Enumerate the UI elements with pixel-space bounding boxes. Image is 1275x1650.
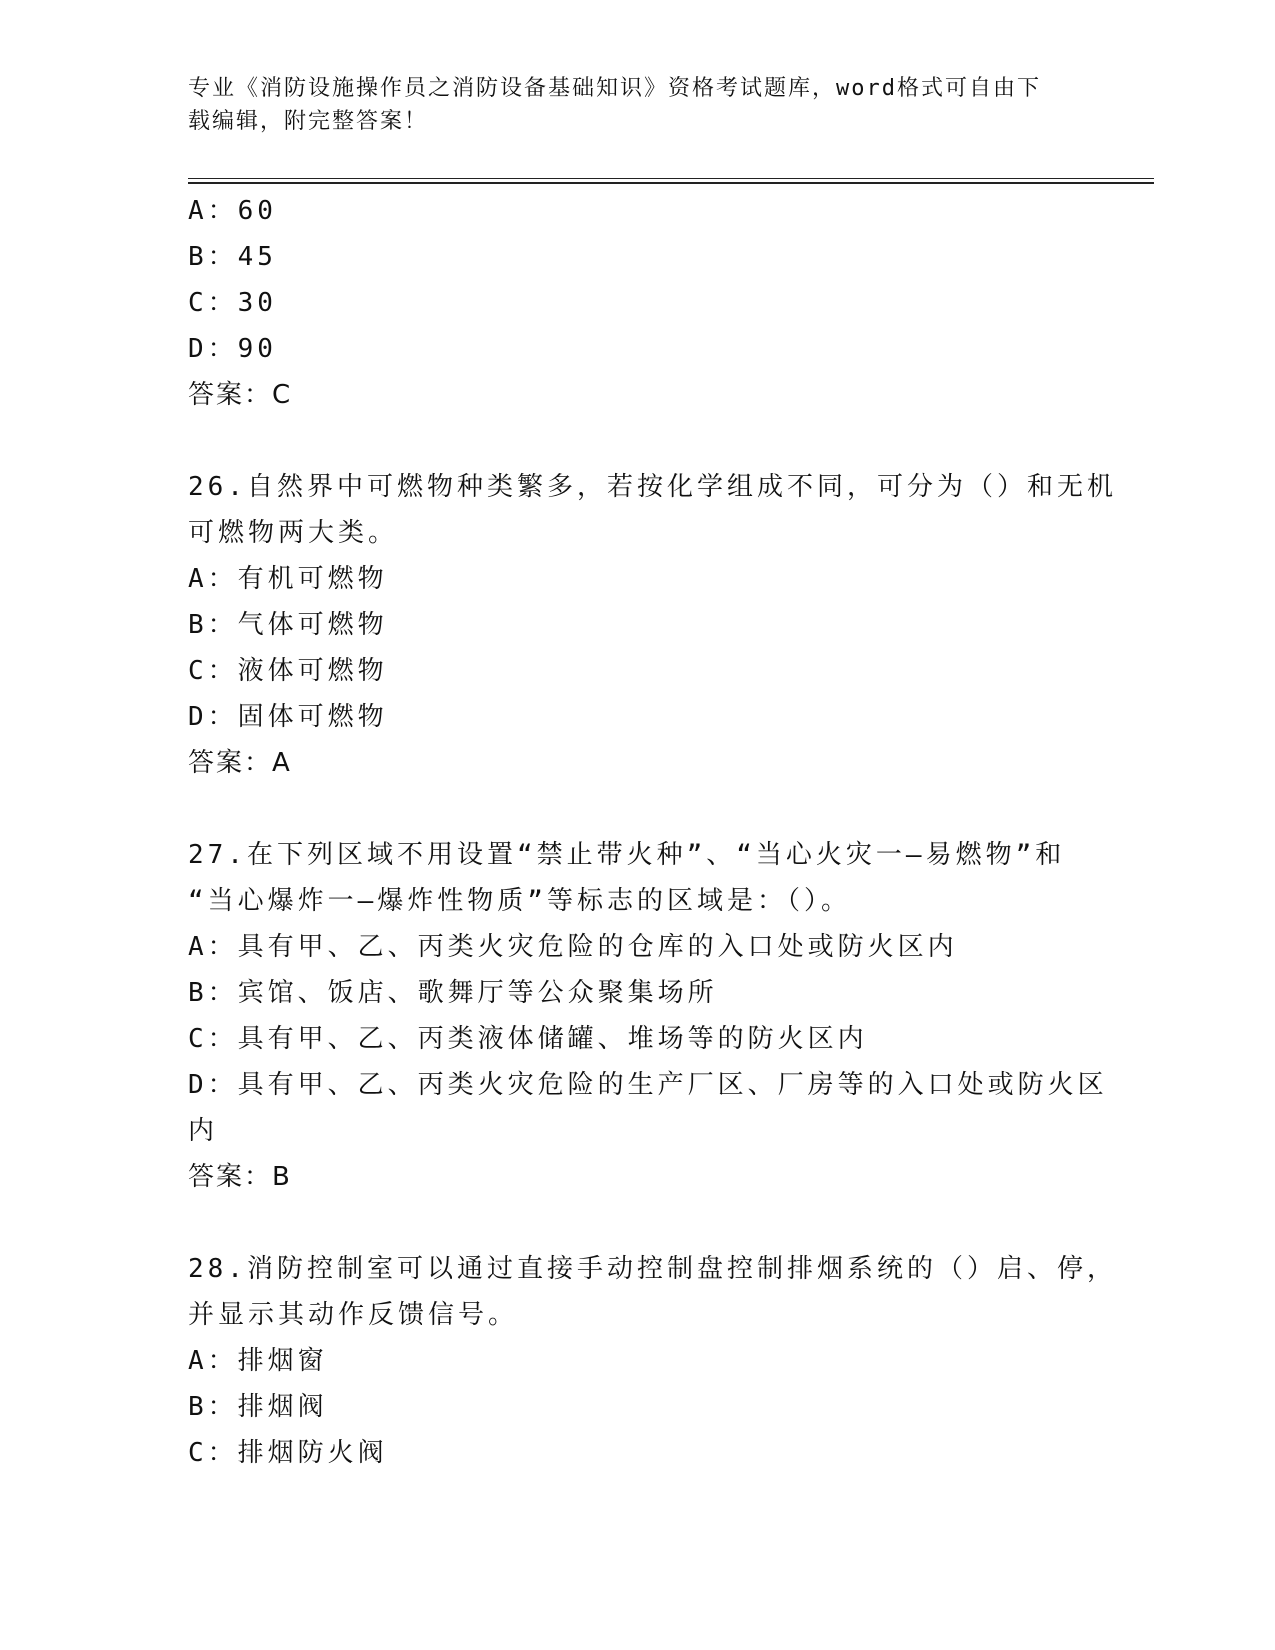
question-text-line-1: 27.在下列区域不用设置“禁止带火种”、“当心火灾一—易燃物”和 — [188, 840, 1066, 870]
question-block-prev — [188, 188, 1088, 418]
answer-text: 答案：B — [188, 1162, 292, 1192]
option-a: A：有机可燃物 — [188, 564, 388, 594]
option-a: A：具有甲、乙、丙类火灾危险的仓库的入口处或防火区内 — [188, 932, 958, 962]
question-block-26 — [188, 464, 1117, 786]
question-list — [188, 188, 1117, 1476]
option-d: D：固体可燃物 — [188, 702, 388, 732]
question-text-line-2: “当心爆炸一—爆炸性物质”等标志的区域是：（）。 — [188, 886, 851, 916]
option-b: B：排烟阀 — [188, 1392, 328, 1422]
page-header — [188, 72, 1088, 138]
spacer — [188, 786, 1088, 832]
question-text-line-2: 并显示其动作反馈信号。 — [188, 1300, 519, 1330]
option-a: A：60 — [188, 196, 277, 226]
question-text-line-2: 可燃物两大类。 — [188, 518, 399, 548]
question-text-line-1: 26.自然界中可燃物种类繁多，若按化学组成不同，可分为（）和无机 — [188, 472, 1117, 502]
option-c: C：排烟防火阀 — [188, 1438, 388, 1468]
answer-text: 答案：C — [188, 380, 293, 410]
question-block-28 — [188, 1246, 1117, 1476]
question-text-line-1: 28.消防控制室可以通过直接手动控制盘控制排烟系统的（）启、停， — [188, 1254, 1117, 1284]
header-line-1: 专业《消防设施操作员之消防设备基础知识》资格考试题库，word格式可自由下 — [188, 76, 1041, 101]
spacer — [188, 1200, 1088, 1246]
question-block-27 — [188, 832, 1108, 1200]
option-b: B：宾馆、饭店、歌舞厅等公众聚集场所 — [188, 978, 718, 1008]
option-d: D：90 — [188, 334, 277, 364]
option-b: B：气体可燃物 — [188, 610, 388, 640]
option-c: C：具有甲、乙、丙类液体储罐、堆场等的防火区内 — [188, 1024, 868, 1054]
header-line-2: 载编辑，附完整答案！ — [188, 109, 429, 134]
answer-text: 答案：A — [188, 748, 292, 778]
spacer — [188, 418, 1088, 464]
header-rule-thin — [188, 178, 1154, 179]
option-b: B：45 — [188, 242, 277, 272]
option-a: A：排烟窗 — [188, 1346, 328, 1376]
option-c: C：液体可燃物 — [188, 656, 388, 686]
option-c: C：30 — [188, 288, 277, 318]
option-d: D：具有甲、乙、丙类火灾危险的生产厂区、厂房等的入口处或防火区 — [188, 1070, 1108, 1100]
header-rule-thick — [188, 182, 1154, 184]
option-d-continued: 内 — [188, 1116, 219, 1146]
